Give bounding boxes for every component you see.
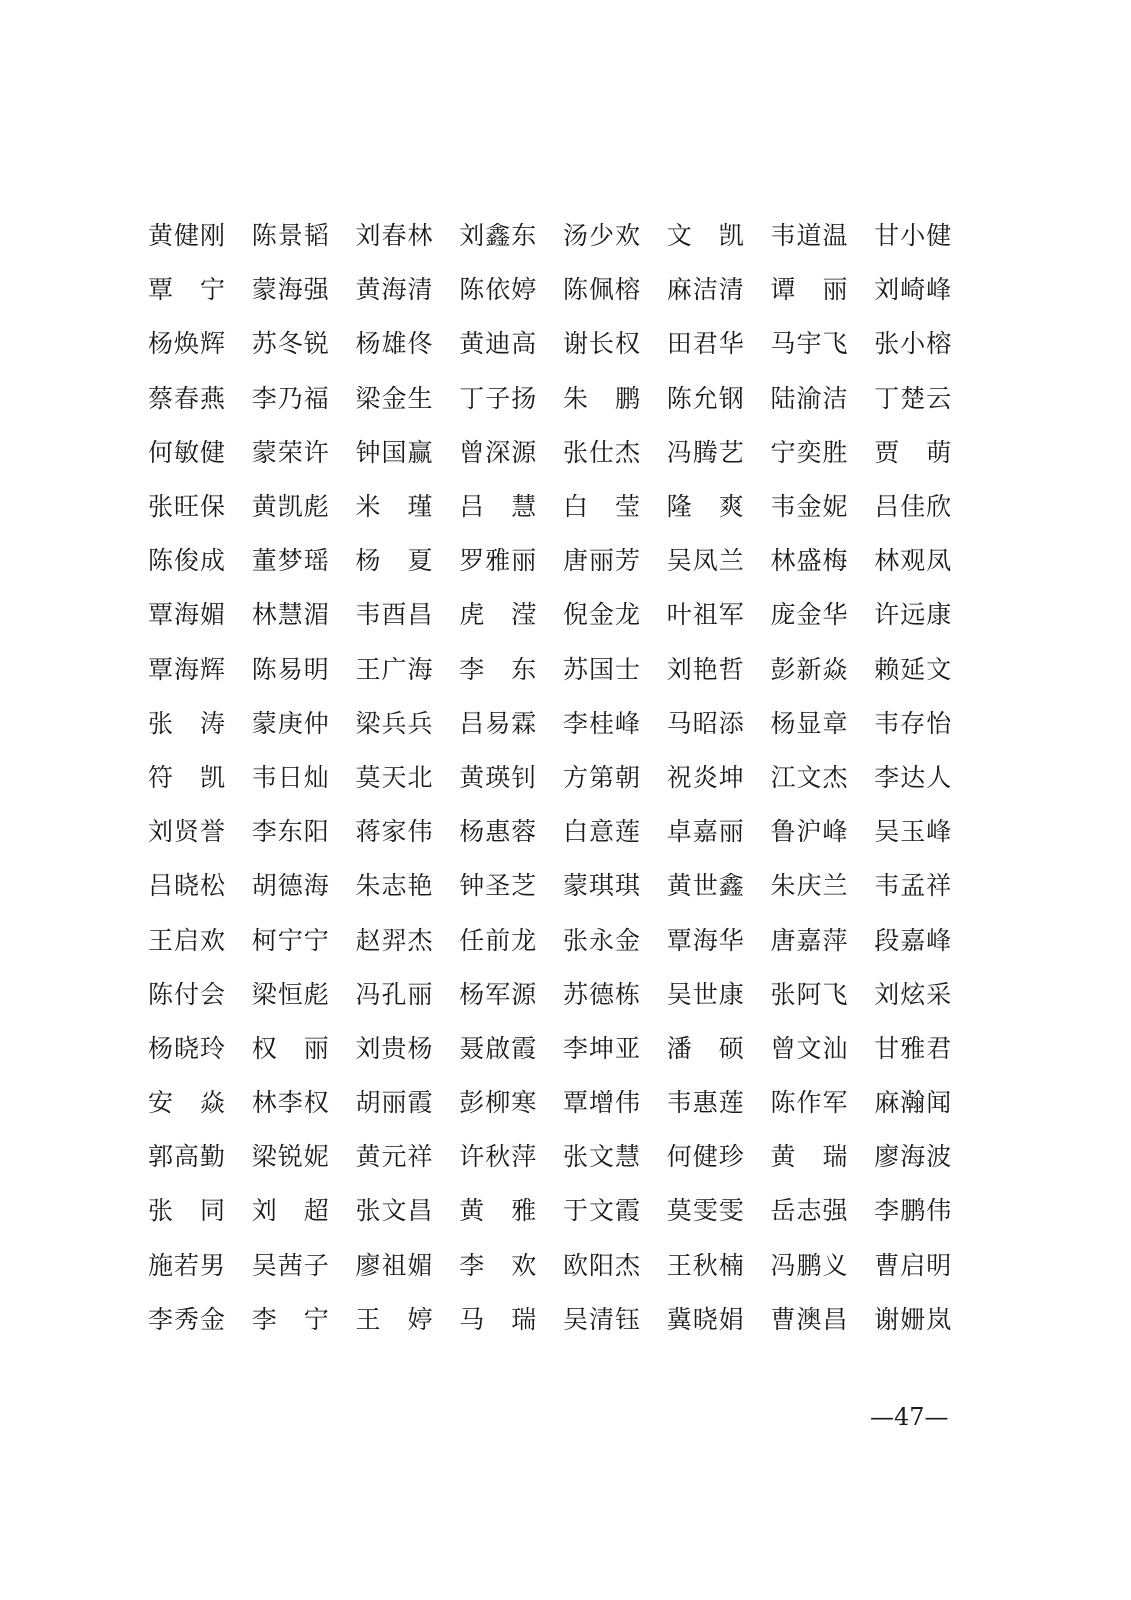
name-entry: 韦日灿 [251,762,330,792]
name-entry: 梁兵兵 [355,708,434,738]
name-row [148,532,978,586]
name-row [148,749,978,803]
name-entry: 蒙海强 [251,275,330,305]
name-row [148,1020,978,1074]
name-entry: 黄 瑞 [770,1142,849,1172]
name-row [148,1128,978,1182]
name-entry: 谭 丽 [770,275,849,305]
name-entry: 刘 超 [251,1196,330,1226]
name-entry: 黄海清 [355,275,434,305]
name-row [148,315,978,369]
name-entry: 王启欢 [148,925,227,955]
name-entry: 覃增伟 [563,1088,642,1118]
name-entry: 苏德栋 [563,979,642,1009]
name-entry: 江文杰 [770,762,849,792]
name-entry: 陈允钢 [666,383,745,413]
name-entry: 吴清钰 [563,1304,642,1334]
name-entry: 张文慧 [563,1142,642,1172]
name-entry: 韦惠莲 [666,1088,745,1118]
name-entry: 覃 宁 [148,275,227,305]
name-entry: 赵羿杰 [355,925,434,955]
name-entry: 蒙庚仲 [251,708,330,738]
name-entry: 杨雄佟 [355,329,434,359]
name-entry: 虎 滢 [459,600,538,630]
name-entry: 梁金生 [355,383,434,413]
name-row [148,1291,978,1345]
name-entry: 张 同 [148,1196,227,1226]
name-row [148,695,978,749]
name-entry: 张永金 [563,925,642,955]
name-entry: 许秋萍 [459,1142,538,1172]
name-entry: 聂啟霞 [459,1033,538,1063]
name-entry: 黄瑛钊 [459,762,538,792]
name-entry: 陈俊成 [148,546,227,576]
name-entry: 杨晓玲 [148,1033,227,1063]
name-entry: 吕 慧 [459,492,538,522]
name-row [148,1237,978,1291]
name-entry: 麻瀚闻 [874,1088,953,1118]
name-row [148,641,978,695]
name-entry: 庞金华 [770,600,849,630]
name-entry: 刘贤誉 [148,817,227,847]
name-entry: 韦酉昌 [355,600,434,630]
name-entry: 苏冬锐 [251,329,330,359]
name-entry: 莫雯雯 [666,1196,745,1226]
name-entry: 钟圣芝 [459,871,538,901]
name-entry: 黄迪高 [459,329,538,359]
name-entry: 杨 夏 [355,546,434,576]
name-entry: 彭新焱 [770,654,849,684]
name-row [148,207,978,261]
name-entry: 黄元祥 [355,1142,434,1172]
name-entry: 王秋楠 [666,1250,745,1280]
name-entry: 吴凤兰 [666,546,745,576]
name-entry: 张 涛 [148,708,227,738]
name-entry: 何健珍 [666,1142,745,1172]
name-row [148,478,978,532]
name-entry: 岳志强 [770,1196,849,1226]
name-entry: 欧阳杰 [563,1250,642,1280]
name-entry: 李 宁 [251,1304,330,1334]
name-entry: 符 凯 [148,762,227,792]
name-entry: 黄世鑫 [666,871,745,901]
name-entry: 施若男 [148,1250,227,1280]
name-entry: 朱庆兰 [770,871,849,901]
name-entry: 林李权 [251,1088,330,1118]
name-row [148,1182,978,1236]
name-entry: 吕易霖 [459,708,538,738]
name-entry: 胡德海 [251,871,330,901]
name-entry: 刘春林 [355,221,434,251]
page-number: —47— [870,1403,949,1431]
name-entry: 白 莹 [563,492,642,522]
name-entry: 马 瑞 [459,1304,538,1334]
name-entry: 蔡春燕 [148,383,227,413]
name-entry: 刘贵杨 [355,1033,434,1063]
name-entry: 曹启明 [874,1250,953,1280]
name-entry: 李 欢 [459,1250,538,1280]
name-entry: 蒙荣许 [251,437,330,467]
name-entry: 韦孟祥 [874,871,953,901]
name-row [148,424,978,478]
name-entry: 任前龙 [459,925,538,955]
name-entry: 胡丽霞 [355,1088,434,1118]
name-entry: 张小榕 [874,329,953,359]
name-entry: 吴茜子 [251,1250,330,1280]
name-entry: 李 东 [459,654,538,684]
name-entry: 林观凤 [874,546,953,576]
name-entry: 甘小健 [874,221,953,251]
name-entry: 李坤亚 [563,1033,642,1063]
name-entry: 何敏健 [148,437,227,467]
name-list [148,207,978,1345]
name-entry: 曹澳昌 [770,1304,849,1334]
name-row [148,803,978,857]
name-entry: 隆 爽 [666,492,745,522]
name-row [148,857,978,911]
name-entry: 韦金妮 [770,492,849,522]
name-entry: 王广海 [355,654,434,684]
name-row [148,966,978,1020]
name-entry: 段嘉峰 [874,925,953,955]
name-entry: 刘鑫东 [459,221,538,251]
name-entry: 曾深源 [459,437,538,467]
name-entry: 黄 雅 [459,1196,538,1226]
name-entry: 柯宁宁 [251,925,330,955]
name-entry: 吴玉峰 [874,817,953,847]
name-entry: 麻洁清 [666,275,745,305]
name-entry: 覃海华 [666,925,745,955]
name-entry: 梁锐妮 [251,1142,330,1172]
name-entry: 赖延文 [874,654,953,684]
name-entry: 丁子扬 [459,383,538,413]
name-entry: 李达人 [874,762,953,792]
name-entry: 白意莲 [563,817,642,847]
name-entry: 陈景韬 [251,221,330,251]
name-row [148,370,978,424]
name-entry: 文 凯 [666,221,745,251]
name-entry: 宁奕胜 [770,437,849,467]
name-entry: 廖海波 [874,1142,953,1172]
name-entry: 覃海辉 [148,654,227,684]
name-entry: 韦存怡 [874,708,953,738]
name-entry: 张仕杰 [563,437,642,467]
name-entry: 冯鹏义 [770,1250,849,1280]
name-entry: 丁楚云 [874,383,953,413]
name-entry: 马昭添 [666,708,745,738]
name-entry: 陆渝洁 [770,383,849,413]
name-entry: 吴世康 [666,979,745,1009]
name-entry: 蒙琪琪 [563,871,642,901]
name-entry: 刘崎峰 [874,275,953,305]
name-entry: 钟国赢 [355,437,434,467]
name-entry: 田君华 [666,329,745,359]
name-entry: 林盛梅 [770,546,849,576]
name-entry: 谢长权 [563,329,642,359]
name-entry: 黄凯彪 [251,492,330,522]
name-entry: 廖祖媚 [355,1250,434,1280]
name-entry: 于文霞 [563,1196,642,1226]
name-entry: 郭高勤 [148,1142,227,1172]
name-entry: 马宇飞 [770,329,849,359]
name-entry: 唐丽芳 [563,546,642,576]
name-entry: 陈付会 [148,979,227,1009]
name-entry: 潘 硕 [666,1033,745,1063]
name-entry: 林慧湄 [251,600,330,630]
name-entry: 杨焕辉 [148,329,227,359]
name-entry: 甘雅君 [874,1033,953,1063]
name-entry: 陈佩榕 [563,275,642,305]
name-entry: 刘炫采 [874,979,953,1009]
name-entry: 米 瑾 [355,492,434,522]
name-row [148,911,978,965]
name-entry: 梁恒彪 [251,979,330,1009]
name-entry: 叶祖军 [666,600,745,630]
name-entry: 吕晓松 [148,871,227,901]
name-entry: 苏国士 [563,654,642,684]
name-row [148,261,978,315]
name-row [148,586,978,640]
name-entry: 张旺保 [148,492,227,522]
name-entry: 张文昌 [355,1196,434,1226]
name-entry: 蒋家伟 [355,817,434,847]
name-entry: 陈作军 [770,1088,849,1118]
name-entry: 朱志艳 [355,871,434,901]
name-entry: 杨军源 [459,979,538,1009]
name-entry: 曾文汕 [770,1033,849,1063]
name-entry: 陈易明 [251,654,330,684]
name-entry: 唐嘉萍 [770,925,849,955]
name-entry: 朱 鹏 [563,383,642,413]
name-entry: 李乃福 [251,383,330,413]
name-entry: 谢姗岚 [874,1304,953,1334]
name-entry: 权 丽 [251,1033,330,1063]
name-row [148,1074,978,1128]
name-entry: 杨显章 [770,708,849,738]
name-entry: 贾 萌 [874,437,953,467]
name-entry: 刘艳哲 [666,654,745,684]
name-entry: 黄健刚 [148,221,227,251]
name-entry: 许远康 [874,600,953,630]
name-entry: 李秀金 [148,1304,227,1334]
name-entry: 冀晓娟 [666,1304,745,1334]
name-entry: 李桂峰 [563,708,642,738]
name-entry: 汤少欢 [563,221,642,251]
name-entry: 张阿飞 [770,979,849,1009]
name-entry: 安 焱 [148,1088,227,1118]
name-entry: 韦道温 [770,221,849,251]
name-entry: 王 婷 [355,1304,434,1334]
name-entry: 董梦瑶 [251,546,330,576]
name-entry: 莫天北 [355,762,434,792]
name-entry: 罗雅丽 [459,546,538,576]
name-entry: 祝炎坤 [666,762,745,792]
name-entry: 彭柳寒 [459,1088,538,1118]
name-entry: 覃海媚 [148,600,227,630]
name-entry: 陈依婷 [459,275,538,305]
name-entry: 倪金龙 [563,600,642,630]
name-entry: 方第朝 [563,762,642,792]
name-entry: 吕佳欣 [874,492,953,522]
name-entry: 冯腾艺 [666,437,745,467]
name-entry: 李东阳 [251,817,330,847]
name-entry: 卓嘉丽 [666,817,745,847]
name-entry: 杨惠蓉 [459,817,538,847]
name-entry: 李鹏伟 [874,1196,953,1226]
name-entry: 冯孔丽 [355,979,434,1009]
name-entry: 鲁沪峰 [770,817,849,847]
